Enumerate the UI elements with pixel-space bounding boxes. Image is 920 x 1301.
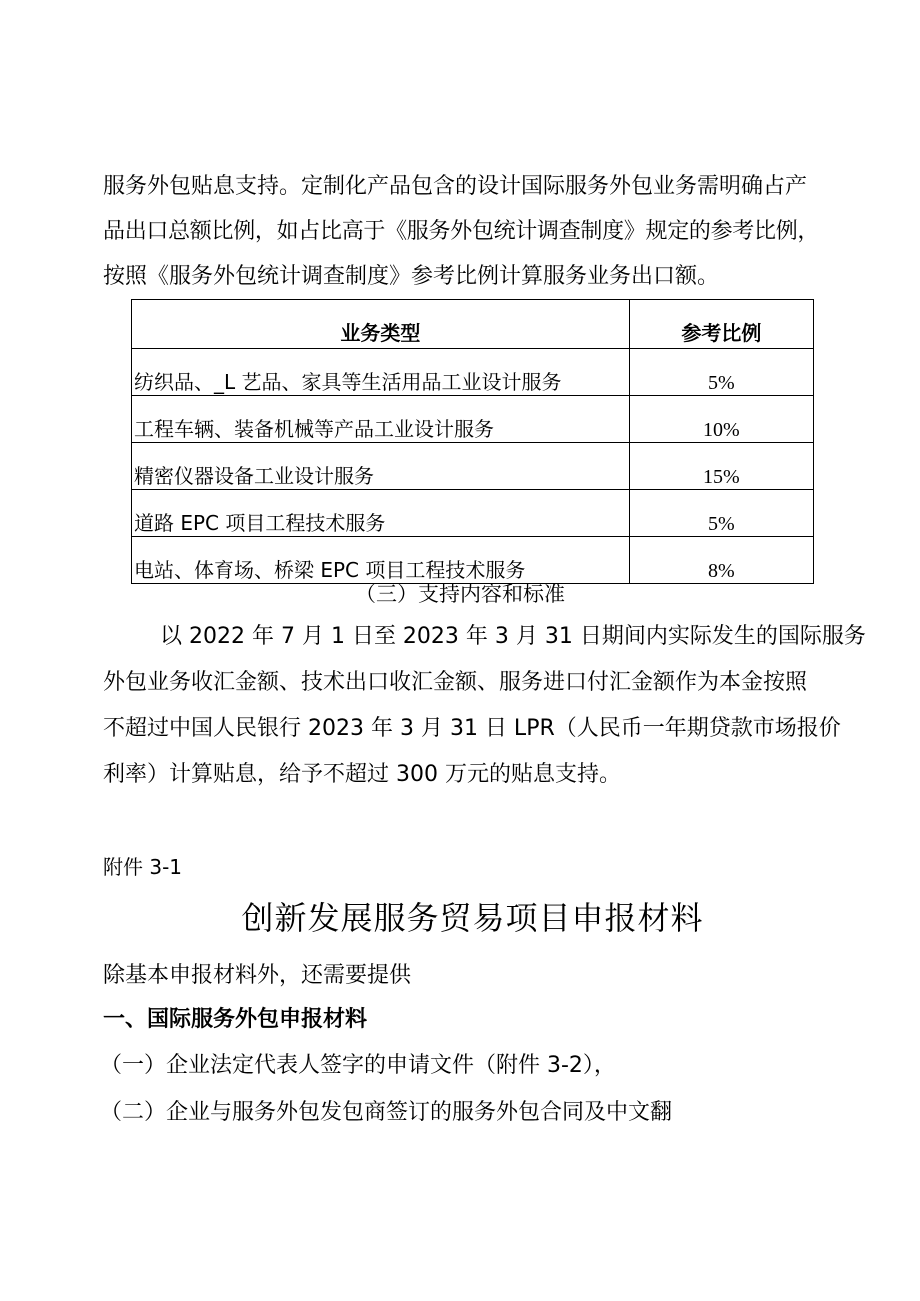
business-type-cell: 电站、体育场、桥梁 EPC 项目工程技术服务 <box>132 537 630 584</box>
business-type-cell: 纺织品、_L 艺品、家具等生活用品工业设计服务 <box>132 349 630 396</box>
ratio-cell: 8% <box>629 537 813 584</box>
business-type-cell: 道路 EPC 项目工程技术服务 <box>132 490 630 537</box>
list-item: （二）企业与服务外包发包商签订的服务外包合同及中文翻 <box>100 1100 673 1125</box>
extra-materials-text: 除基本申报材料外，还需要提供 <box>103 963 412 988</box>
table-row <box>132 490 814 537</box>
ratio-cell: 5% <box>629 349 813 396</box>
document-title: 创新发展服务贸易项目申报材料 <box>241 899 704 937</box>
table-row <box>132 396 814 443</box>
ratio-cell: 10% <box>629 396 813 443</box>
header-business-type: 业务类型 <box>132 300 630 349</box>
business-type-cell: 精密仪器设备工业设计服务 <box>132 443 630 490</box>
support-paragraph <box>103 614 866 798</box>
support-line: 利率）计算贴息，给予不超过 300 万元的贴息支持。 <box>103 762 621 787</box>
header-reference-ratio: 参考比例 <box>629 300 813 349</box>
list-item: （一）企业法定代表人签字的申请文件（附件 3-2）， <box>100 1053 616 1078</box>
intro-paragraph <box>103 164 863 299</box>
table-row <box>132 443 814 490</box>
intro-line: 服务外包贴息支持。定制化产品包含的设计国际服务外包业务需明确占产 <box>103 174 808 199</box>
ratio-cell: 5% <box>629 490 813 537</box>
ratio-cell: 15% <box>629 443 813 490</box>
heading-international-outsourcing: 一、国际服务外包申报材料 <box>103 1007 368 1032</box>
table-row <box>132 537 814 584</box>
section-heading: （三）支持内容和标准 <box>355 582 565 606</box>
attachment-label: 附件 3-1 <box>103 855 183 879</box>
business-type-cell: 工程车辆、装备机械等产品工业设计服务 <box>132 396 630 443</box>
support-line: 外包业务收汇金额、技术出口收汇金额、服务进口付汇金额作为本金按照 <box>103 670 808 695</box>
support-line: 不超过中国人民银行 2023 年 3 月 31 日 LPR（人民币一年期贷款市场报价 <box>103 716 841 741</box>
reference-ratio-table <box>131 299 814 584</box>
support-line: 以 2022 年 7 月 1 日至 2023 年 3 月 31 日期间内实际发生的国际服务 <box>160 624 866 649</box>
intro-line: 品出口总额比例，如占比高于《服务外包统计调查制度》规定的参考比例， <box>103 219 820 244</box>
intro-line: 按照《服务外包统计调查制度》参考比例计算服务业务出口额。 <box>103 264 720 289</box>
table-row <box>132 349 814 396</box>
table-header-row <box>132 300 814 349</box>
